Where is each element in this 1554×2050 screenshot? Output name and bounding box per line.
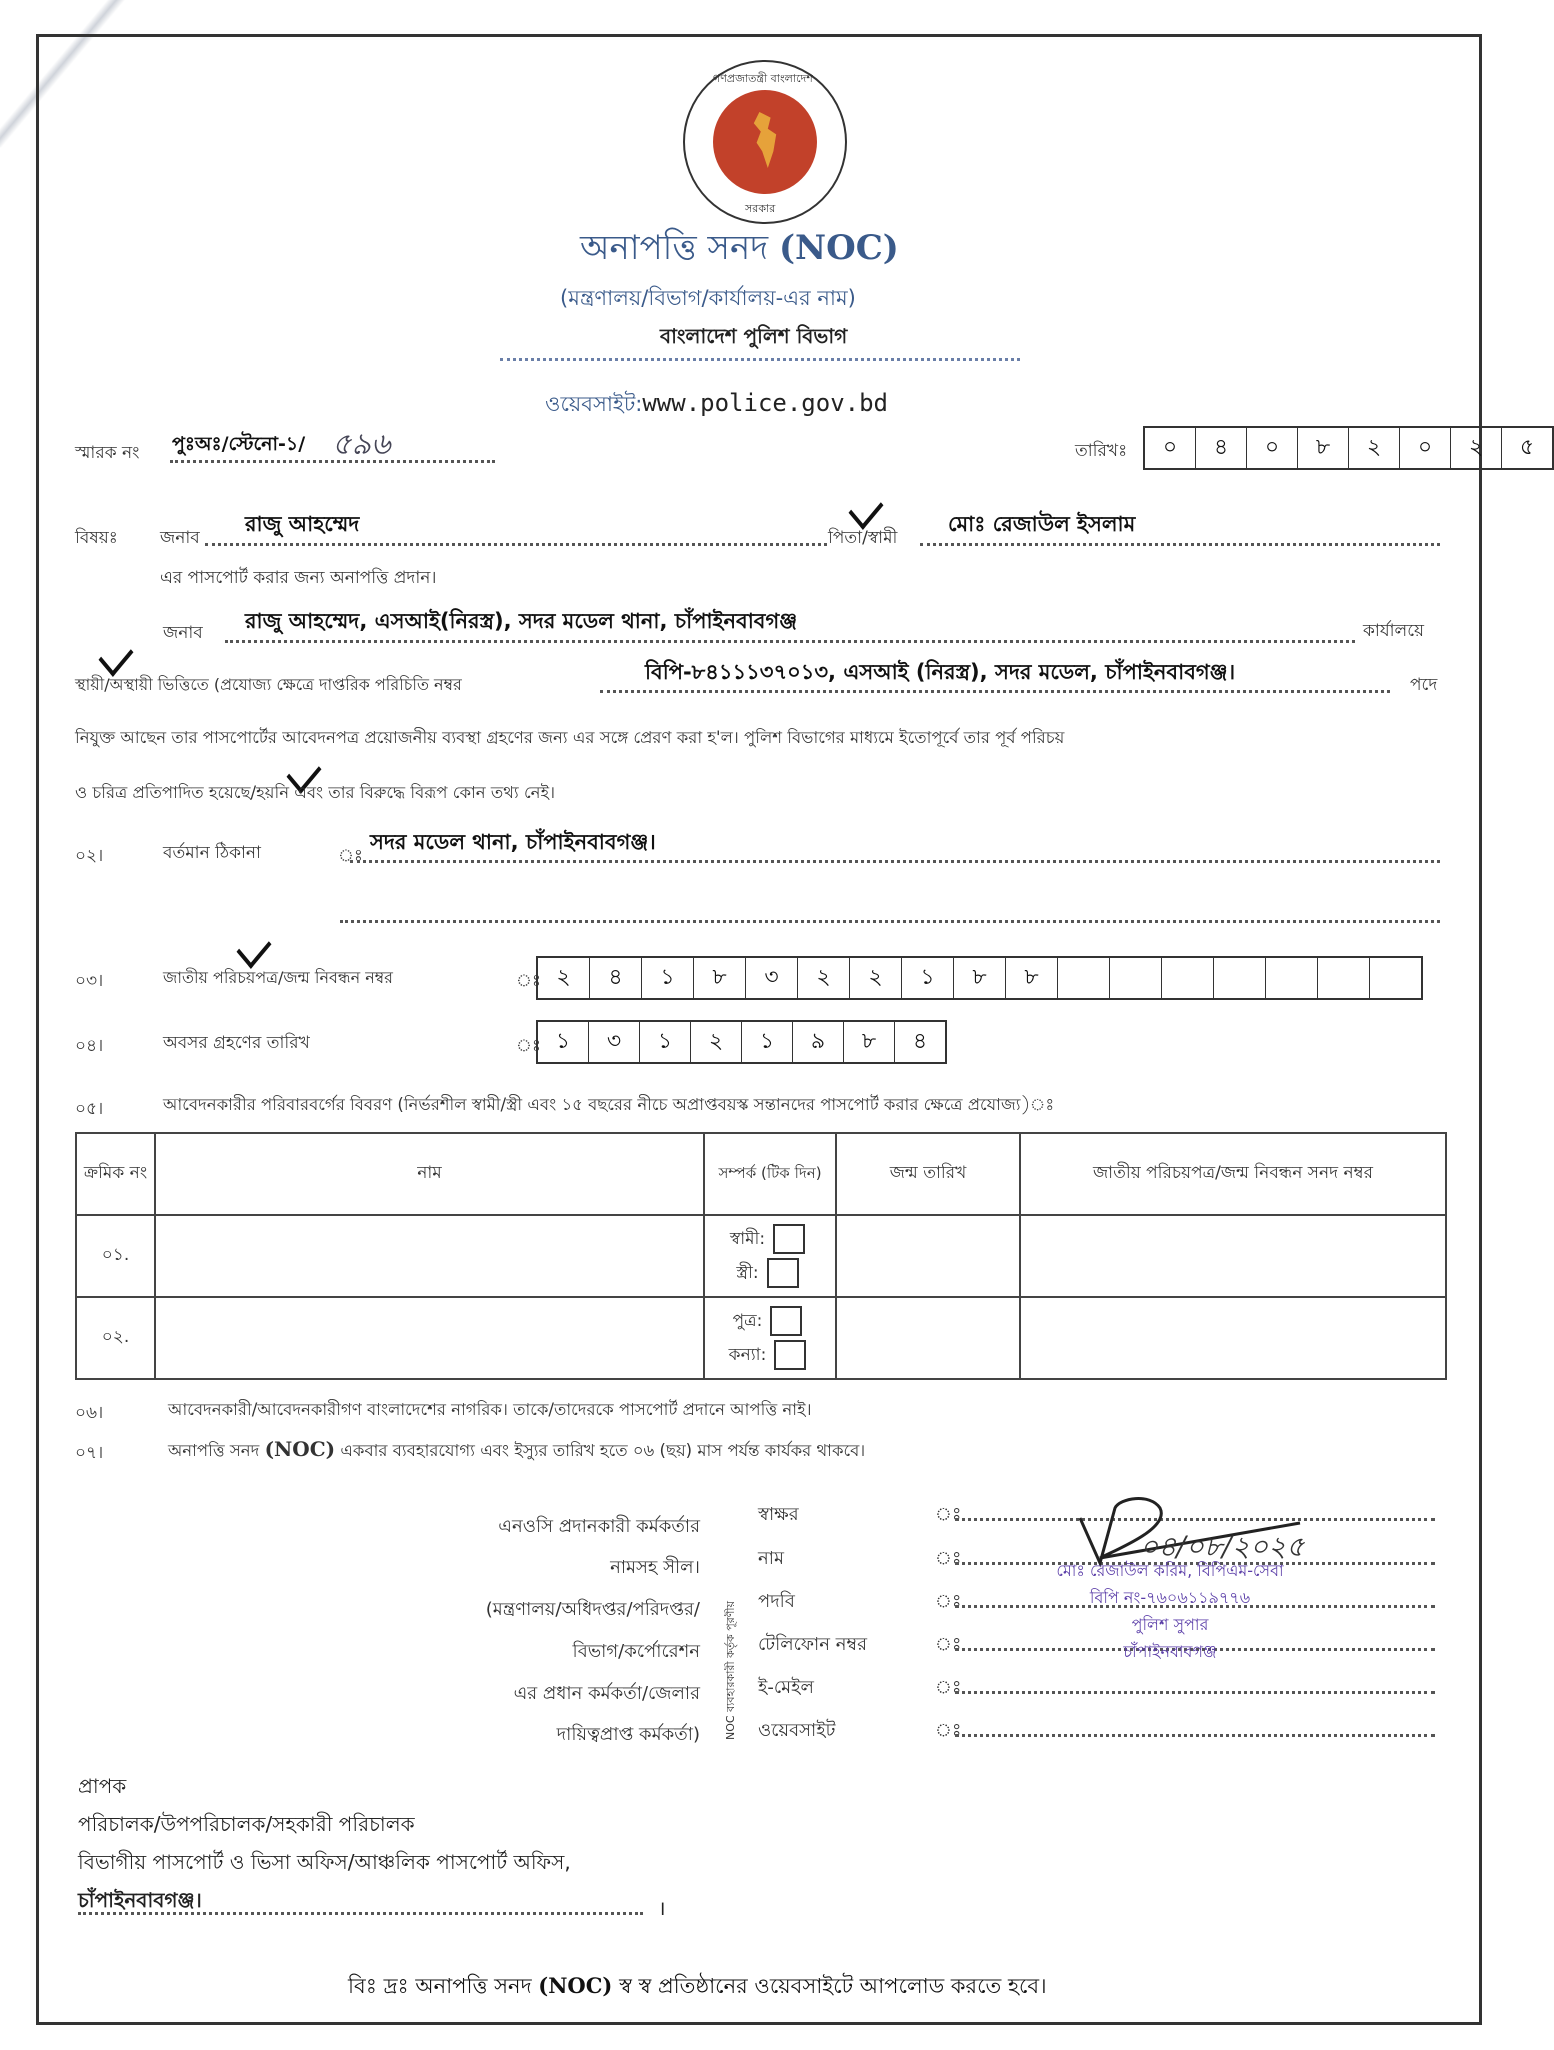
field-phone-label: টেলিফোন নম্বর [758,1634,867,1655]
nid-digit: ১ [902,958,954,998]
applicant-name: রাজু আহম্মেদ [245,512,360,536]
retirement-digit: ৪ [912,1028,928,1054]
item-06-number: ০৬। [75,1403,104,1423]
department-name: বাংলাদেশ পুলিশ বিভাগ [660,324,848,348]
nid-digit [1370,958,1421,998]
validity-text-before: অনাপত্তি সনদ [168,1441,260,1460]
nid-digit [1162,958,1214,998]
address-value: সদর মডেল থানা, চাঁপাইনবাবগঞ্জ। [370,830,656,854]
address-label: বর্তমান ঠিকানা [163,843,261,863]
wife-checkbox[interactable] [767,1258,799,1288]
header-serial: ক্রমিক নং [76,1133,155,1215]
official-id-underline [600,690,1390,693]
stamp-line: চাঁপাইনবাবগঞ্জ [1123,1642,1217,1661]
date-label: তারিখঃ [1075,441,1128,461]
field-designation-label: পদবি [758,1591,795,1612]
nid-digit: ১ [642,958,694,998]
address-underline-2 [340,920,1440,923]
field-email-label: ই-মেইল [758,1677,814,1698]
sig-left-line1: এনওসি প্রদানকারী কর্মকর্তার [498,1516,700,1537]
body-paragraph-line2: ও চরিত্র প্রতিপাদিত হয়েছে/হয়নি এবং তার বিরুদ্ধে বিরূপ কোন তথ্য নেই। [75,783,555,802]
item-07-number: ০৭। [75,1443,104,1463]
sig-left-line4: বিভাগ/কর্পোরেশন [572,1641,700,1662]
address-colon: ঃ [338,846,363,866]
daughter-checkbox[interactable] [774,1340,806,1370]
employee-description: রাজু আহম্মেদ, এসআই(নিরস্ত্র), সদর মডেল থানা, চাঁপাইনবাবগঞ্জ [245,609,798,633]
row-serial: ০১. [76,1215,155,1297]
father-label: পিতা/স্বামী [828,528,898,548]
nid-digit [1214,958,1266,998]
recipient-line2: বিভাগীয় পাসপোর্ট ও ভিসা অফিস/আঞ্চলিক পাসপোর্ট অফিস, [78,1850,571,1874]
government-emblem [683,60,847,224]
row-nid[interactable] [1020,1297,1446,1379]
stamp-line: বিপি নং-৭৬০৬১১৯৭৭৬ [1089,1588,1251,1607]
memo-value-printed: পুঃঅঃ/স্টেনো-১/ [172,433,306,455]
row-serial: ০২. [76,1297,155,1379]
field-colon: ঃ [935,1548,962,1569]
field-colon: ঃ [935,1634,962,1655]
validity-noc: (NOC) [264,1437,336,1461]
website-line [545,388,888,423]
relation-label-husband: স্বামী: [729,1229,766,1249]
nid-boxes [536,956,1423,1000]
table-header-row [76,1133,1446,1215]
signed-date: ০৪/০৮/২০২৫ [1140,1530,1305,1563]
nid-digit: ৮ [954,958,1006,998]
body-janab-label: জনাব [163,623,203,643]
field-website-label: ওয়েবসাইট [758,1720,836,1741]
subject-janab-label: জনাব [160,528,200,548]
table-row [76,1297,1446,1379]
stamp-line: পুলিশ সুপার [1131,1615,1209,1634]
husband-checkbox[interactable] [773,1224,805,1254]
field-signature-label: স্বাক্ষর [758,1504,799,1525]
retirement-digit: ৯ [793,1022,844,1062]
son-checkbox[interactable] [770,1306,802,1336]
emblem-text-bottom: সরকার [745,202,776,215]
validity-text-after: একবার ব্যবহারযোগ্য এবং ইস্যুর তারিখ হতে ০৬ (ছয়) মাস পর্যন্ত কার্যকর থাকবে। [340,1441,866,1460]
nid-digit: ২ [850,958,902,998]
memo-underline [170,460,495,463]
title-bn: অনাপত্তি সনদ [580,228,769,268]
date-digit: ৮ [1298,428,1349,468]
table-row [76,1215,1446,1297]
date-digit: ০ [1247,428,1298,468]
post-suffix: পদে [1410,675,1438,695]
official-stamp [1020,1558,1320,1666]
retirement-colon: ঃ [516,1036,541,1056]
retirement-digit: ৩ [589,1022,640,1062]
citizen-text: আবেদনকারী/আবেদনকারীগণ বাংলাদেশের নাগরিক। তাকে/তাদেরকে পাসপোর্ট প্রদানে আপত্তি নাই। [168,1400,812,1419]
row-name[interactable] [155,1215,704,1297]
memo-value-handwritten: ৫৯৬ [332,427,391,462]
recipient-underline [78,1912,643,1915]
retirement-digit: ১ [742,1022,793,1062]
date-digit: ০ [1145,428,1196,468]
field-colon: ঃ [935,1591,962,1612]
header-dob: জন্ম তারিখ [836,1133,1020,1215]
nid-digit: ৮ [694,958,746,998]
footer-note-noc: (NOC) [538,1973,613,1998]
subject-label: বিষয়ঃ [75,528,118,548]
retirement-label: অবসর গ্রহণের তারিখ [163,1033,310,1053]
footer-note-before: বিঃ দ্রঃ অনাপত্তি সনদ [348,1974,532,1998]
row-dob[interactable] [836,1297,1020,1379]
item-03-number: ০৩। [75,971,104,991]
retirement-digit: ১ [640,1022,691,1062]
date-digit: ২ [1349,428,1400,468]
website-url: www.police.gov.bd [642,389,888,417]
father-name-underline [920,543,1440,546]
memo-label: স্মারক নং [75,443,140,463]
nid-digit: ২ [538,958,590,998]
address-underline [350,860,1440,863]
emblem-text-top: গণপ্রজাতন্ত্রী বাংলাদেশ [713,72,813,85]
nid-digit [1266,958,1318,998]
item-04-number: ০৪। [75,1036,104,1056]
date-digit: ০ [1400,428,1451,468]
field-colon: ঃ [935,1677,962,1698]
header-name: নাম [155,1133,704,1215]
row-relation [704,1215,836,1297]
recipient-label: প্রাপক [78,1774,127,1798]
relation-label-daughter: কন্যা: [728,1345,767,1365]
date-digit: ২ [1451,428,1502,468]
header-nid: জাতীয় পরিচয়পত্র/জন্ম নিবন্ধন সনদ নম্বর [1020,1133,1446,1215]
date-boxes [1143,426,1554,470]
footer-note [348,1970,1047,2005]
nid-digit [1110,958,1162,998]
subject-line2: এর পাসপোর্ট করার জন্য অনাপত্তি প্রদান। [160,568,437,588]
sig-left-line5: এর প্রধান কর্মকর্তা/জেলার [513,1683,700,1704]
permanence-label: স্থায়ী/অস্থায়ী ভিত্তিতে (প্রযোজ্য ক্ষেত্রে দাপ্তরিক পরিচিতি নম্বর [75,675,462,694]
retirement-digit: ২ [691,1022,742,1062]
sig-left-line6: দায়িত্বপ্রাপ্ত কর্মকর্তা) [556,1724,700,1745]
nid-label: জাতীয় পরিচয়পত্র/জন্ম নিবন্ধন নম্বর [163,968,393,987]
nid-colon: ঃ [516,971,541,991]
nid-digit: ৩ [746,958,798,998]
field-colon: ঃ [935,1504,962,1525]
page-title [580,222,899,279]
nid-digit [1058,958,1110,998]
row-name[interactable] [155,1297,704,1379]
nid-digit: ৮ [1006,958,1058,998]
vertical-note: NOC ব্যবহারকারী কর্তৃক পূরণীয় [724,1600,737,1740]
item-02-number: ০২। [75,846,104,866]
website-line-field [955,1734,1435,1737]
retirement-digit: ১ [538,1022,589,1062]
row-dob[interactable] [836,1215,1020,1297]
family-label: আবেদনকারীর পরিবারবর্গের বিবরণ (নির্ভরশীল স্বামী/স্ত্রী এবং ১৫ বছরের নীচে অপ্রাপ্তবয়স্ক সন্তানদের পাসপোর্ট করার ক্ষেত্রে প্রযোজ্য)ঃ [163,1095,1055,1114]
stamp-line: মোঃ রেজাউল করিম, বিপিএম-সেবা [1056,1561,1284,1580]
date-digit: ৫ [1519,434,1535,460]
recipient-line1: পরিচালক/উপপরিচালক/সহকারী পরিচালক [78,1812,415,1836]
nid-digit: ৪ [590,958,642,998]
office-suffix: কার্যালয়ে [1363,621,1425,641]
page-subtitle: (মন্ত্রণালয়/বিভাগ/কার্যালয়-এর নাম) [560,286,856,310]
divider-dotted [500,358,1020,361]
official-id: বিপি-৮৪১১১৩৭০১৩, এসআই (নিরস্ত্র), সদর মডেল, চাঁপাইনবাবগঞ্জ। [645,660,1236,684]
header-relation: সম্পর্ক (টিক দিন) [704,1133,836,1215]
employee-underline [225,640,1355,643]
validity-text [168,1437,865,1465]
recipient-line3: চাঁপাইনবাবগঞ্জ। [78,1888,202,1912]
date-digit: ৪ [1196,428,1247,468]
nid-digit: ২ [798,958,850,998]
recipient-end-mark: । [658,1896,666,1920]
retirement-date-boxes [536,1020,947,1064]
footer-note-after: স্ব স্ব প্রতিষ্ঠানের ওয়েবসাইটে আপলোড করতে হবে। [619,1974,1047,1998]
applicant-name-underline [205,543,827,546]
item-05-number: ০৫। [75,1099,104,1119]
website-label: ওয়েবসাইট: [545,392,643,416]
father-name: মোঃ রেজাউল ইসলাম [948,512,1136,536]
relation-label-son: পুত্র: [732,1311,763,1331]
row-nid[interactable] [1020,1215,1446,1297]
title-en: (NOC) [778,228,899,268]
retirement-digit: ৮ [844,1022,895,1062]
nid-digit [1318,958,1370,998]
sig-left-line3: (মন্ত্রণালয়/অধিদপ্তর/পরিদপ্তর/ [485,1599,700,1620]
email-line [955,1691,1435,1694]
field-colon: ঃ [935,1720,962,1741]
field-name-label: নাম [758,1548,784,1569]
body-paragraph-line1: নিযুক্ত আছেন তার পাসপোর্টের আবেদনপত্র প্রয়োজনীয় ব্যবস্থা গ্রহণের জন্য এর সঙ্গে প্রেরণ করা হ'ল। পুলিশ বিভাগের মাধ্যমে ইতোপূর্বে তার পূর্ব পরিচয় [75,728,1065,747]
bangladesh-map-icon [751,112,779,168]
family-table [75,1132,1447,1380]
sig-left-line2: নামসহ সীল। [610,1557,700,1578]
relation-label-wife: স্ত্রী: [736,1263,759,1283]
row-relation [704,1297,836,1379]
